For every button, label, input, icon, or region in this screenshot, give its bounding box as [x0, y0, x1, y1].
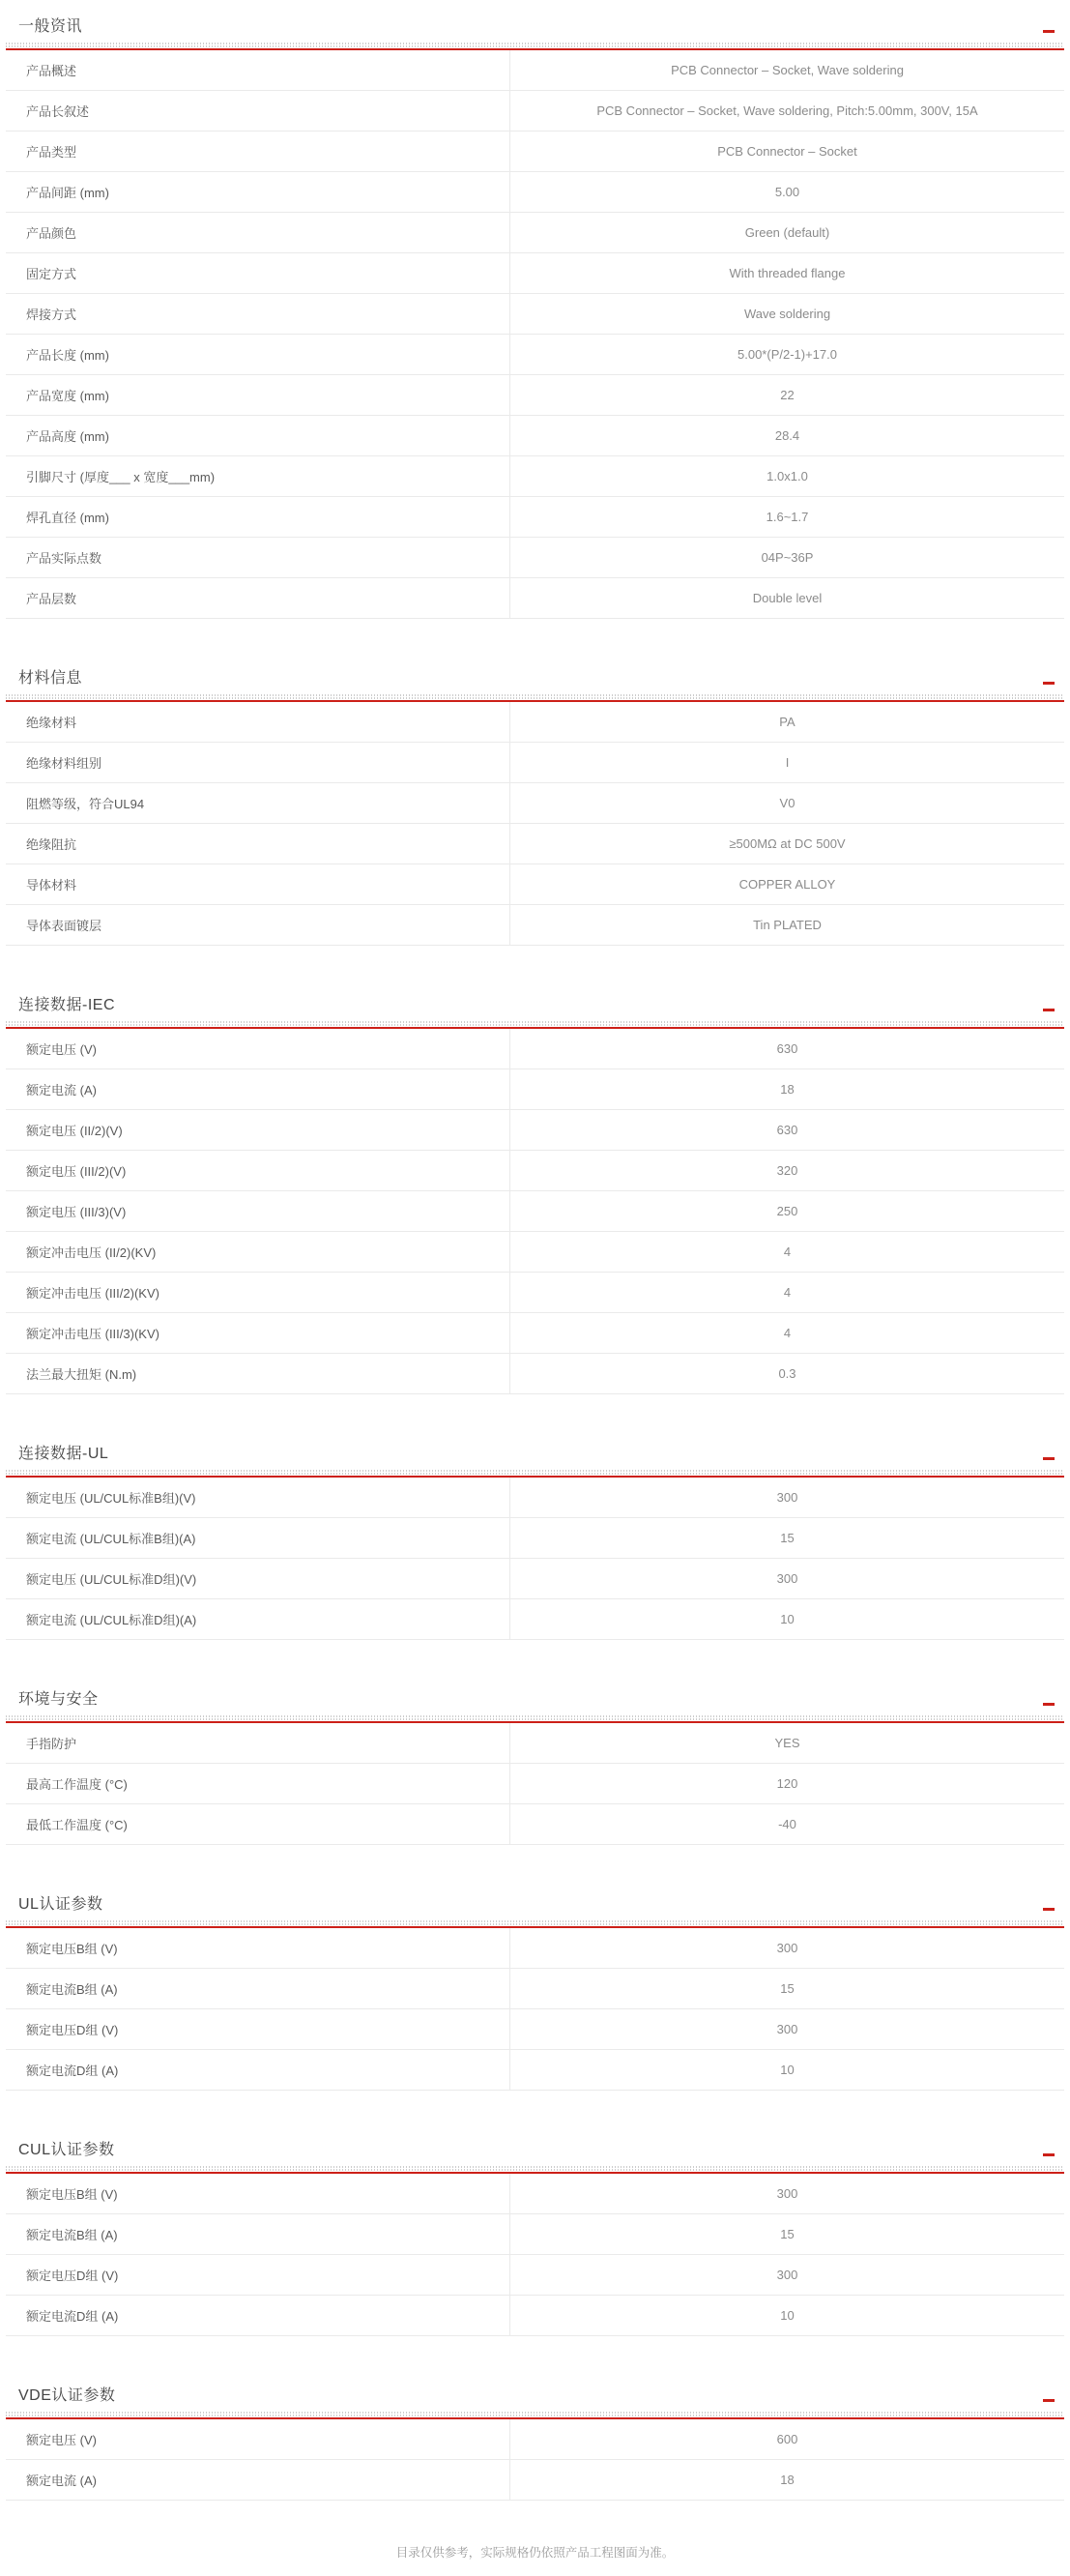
- row-label: 额定电压 (V): [26, 1042, 97, 1057]
- spec-section: [6, 1891, 1064, 2091]
- dotted-separator: [6, 1473, 1064, 1475]
- row-value: COPPER ALLOY: [509, 864, 1064, 904]
- section-header: [6, 2383, 1064, 2412]
- section-title: 环境与安全: [18, 1691, 99, 1708]
- row-label: 额定电流D组 (A): [26, 2064, 119, 2078]
- table-row: [6, 2050, 1064, 2091]
- section-header: [6, 665, 1064, 694]
- section-table: [6, 50, 1064, 619]
- section-title: 一般资讯: [18, 18, 83, 35]
- collapse-icon[interactable]: [1043, 682, 1055, 685]
- row-label: 额定冲击电压 (III/3)(KV): [26, 1327, 159, 1341]
- table-row: [6, 1969, 1064, 2009]
- table-row: [6, 1928, 1064, 1969]
- table-row: [6, 1599, 1064, 1640]
- row-label: 产品层数: [26, 592, 77, 606]
- row-value: 10: [509, 1599, 1064, 1639]
- table-row: [6, 91, 1064, 132]
- collapse-icon[interactable]: [1043, 2153, 1055, 2156]
- spec-section: [6, 2383, 1064, 2501]
- table-row: [6, 1191, 1064, 1232]
- collapse-icon[interactable]: [1043, 1703, 1055, 1706]
- row-label: 导体材料: [26, 878, 77, 893]
- dotted-separator: [6, 694, 1064, 696]
- row-value: 18: [509, 1069, 1064, 1109]
- row-value: PCB Connector – Socket, Wave soldering, Pitch:5.00mm, 300V, 15A: [509, 91, 1064, 131]
- table-row: [6, 905, 1064, 946]
- dotted-separator: [6, 2166, 1064, 2168]
- row-value: 4: [509, 1273, 1064, 1312]
- row-label: 产品间距 (mm): [26, 186, 109, 200]
- section-header: [6, 1686, 1064, 1715]
- row-value: 15: [509, 1969, 1064, 2008]
- row-label: 额定电压 (UL/CUL标准D组)(V): [26, 1572, 197, 1587]
- row-label: 额定电流 (A): [26, 2474, 97, 2488]
- table-row: [6, 2419, 1064, 2460]
- row-value: With threaded flange: [509, 253, 1064, 293]
- row-label: 额定电压D组 (V): [26, 2269, 119, 2283]
- section-header: [6, 992, 1064, 1021]
- row-label: 额定电流B组 (A): [26, 2228, 118, 2242]
- row-value: 1.0x1.0: [509, 456, 1064, 496]
- table-row: [6, 1518, 1064, 1559]
- collapse-icon[interactable]: [1043, 2399, 1055, 2402]
- row-label: 产品类型: [26, 145, 77, 160]
- row-label: 绝缘材料: [26, 716, 77, 730]
- table-row: [6, 50, 1064, 91]
- table-row: [6, 1478, 1064, 1518]
- section-header: [6, 1891, 1064, 1920]
- table-row: [6, 2174, 1064, 2214]
- table-row: [6, 824, 1064, 864]
- table-row: [6, 1151, 1064, 1191]
- section-title: CUL认证参数: [18, 2142, 115, 2158]
- table-row: [6, 578, 1064, 619]
- section-title: 连接数据-UL: [18, 1446, 109, 1462]
- row-label: 产品长叙述: [26, 104, 90, 119]
- row-label: 额定电流 (UL/CUL标准B组)(A): [26, 1532, 196, 1546]
- row-value: I: [509, 743, 1064, 782]
- row-label: 额定冲击电压 (II/2)(KV): [26, 1245, 157, 1260]
- table-row: [6, 1764, 1064, 1804]
- dotted-separator: [6, 1021, 1064, 1023]
- row-value: 4: [509, 1232, 1064, 1272]
- row-label: 绝缘阻抗: [26, 837, 77, 852]
- row-value: 04P~36P: [509, 538, 1064, 577]
- table-row: [6, 2214, 1064, 2255]
- row-label: 焊孔直径 (mm): [26, 511, 109, 525]
- section-header: [6, 2137, 1064, 2166]
- table-row: [6, 294, 1064, 335]
- dotted-separator: [6, 2415, 1064, 2416]
- row-value: 600: [509, 2419, 1064, 2459]
- row-label: 产品高度 (mm): [26, 429, 109, 444]
- row-label: 产品实际点数: [26, 551, 102, 566]
- row-value: -40: [509, 1804, 1064, 1844]
- section-title: UL认证参数: [18, 1896, 103, 1913]
- row-label: 额定电压D组 (V): [26, 2023, 119, 2037]
- row-value: 5.00*(P/2-1)+17.0: [509, 335, 1064, 374]
- row-label: 额定电流D组 (A): [26, 2309, 119, 2324]
- row-value: Double level: [509, 578, 1064, 618]
- section-table: [6, 1928, 1064, 2091]
- dotted-separator: [6, 1923, 1064, 1925]
- row-label: 产品概述: [26, 64, 77, 78]
- row-label: 额定电流 (A): [26, 1083, 97, 1098]
- row-value: YES: [509, 1723, 1064, 1763]
- table-row: [6, 456, 1064, 497]
- row-label: 额定电流 (UL/CUL标准D组)(A): [26, 1613, 197, 1627]
- table-row: [6, 864, 1064, 905]
- row-label: 最低工作温度 (°C): [26, 1818, 128, 1832]
- row-value: 1.6~1.7: [509, 497, 1064, 537]
- row-label: 额定电压 (III/3)(V): [26, 1205, 127, 1219]
- row-value: PCB Connector – Socket, Wave soldering: [509, 50, 1064, 90]
- table-row: [6, 1723, 1064, 1764]
- row-label: 额定冲击电压 (III/2)(KV): [26, 1286, 159, 1301]
- table-row: [6, 2255, 1064, 2296]
- row-value: 10: [509, 2050, 1064, 2090]
- row-label: 固定方式: [26, 267, 77, 281]
- dotted-separator: [6, 45, 1064, 47]
- spec-section: [6, 992, 1064, 1394]
- row-label: 最高工作温度 (°C): [26, 1777, 128, 1792]
- table-row: [6, 1069, 1064, 1110]
- row-value: 28.4: [509, 416, 1064, 455]
- row-value: Wave soldering: [509, 294, 1064, 334]
- row-value: 320: [509, 1151, 1064, 1190]
- spec-section: [6, 1441, 1064, 1640]
- row-value: 18: [509, 2460, 1064, 2500]
- table-row: [6, 2009, 1064, 2050]
- row-label: 绝缘材料组别: [26, 756, 102, 771]
- spec-section: [6, 665, 1064, 946]
- section-title: 连接数据-IEC: [18, 997, 116, 1013]
- table-row: [6, 132, 1064, 172]
- row-value: 4: [509, 1313, 1064, 1353]
- collapse-icon[interactable]: [1043, 1009, 1055, 1011]
- row-value: PA: [509, 702, 1064, 742]
- row-label: 额定电压 (II/2)(V): [26, 1124, 123, 1138]
- section-table: [6, 1029, 1064, 1394]
- row-label: 额定电压B组 (V): [26, 2187, 118, 2202]
- row-value: 22: [509, 375, 1064, 415]
- table-row: [6, 1029, 1064, 1069]
- row-value: 0.3: [509, 1354, 1064, 1393]
- row-label: 额定电压B组 (V): [26, 1942, 118, 1956]
- row-label: 额定电压 (III/2)(V): [26, 1164, 127, 1179]
- row-value: V0: [509, 783, 1064, 823]
- row-label: 导体表面镀层: [26, 919, 102, 933]
- collapse-icon[interactable]: [1043, 1908, 1055, 1911]
- table-row: [6, 783, 1064, 824]
- dotted-separator: [6, 1718, 1064, 1720]
- row-value: 300: [509, 2174, 1064, 2213]
- table-row: [6, 2460, 1064, 2501]
- row-value: Tin PLATED: [509, 905, 1064, 945]
- table-row: [6, 1354, 1064, 1394]
- row-label: 手指防护: [26, 1737, 77, 1751]
- sections: [6, 14, 1064, 2501]
- row-value: 300: [509, 2255, 1064, 2295]
- row-label: 产品颜色: [26, 226, 77, 241]
- row-value: 300: [509, 1478, 1064, 1517]
- row-label: 产品宽度 (mm): [26, 389, 109, 403]
- row-label: 阻燃等级，符合UL94: [26, 797, 145, 811]
- table-row: [6, 1804, 1064, 1845]
- table-row: [6, 1313, 1064, 1354]
- spec-section: [6, 1686, 1064, 1845]
- section-title: VDE认证参数: [18, 2387, 116, 2404]
- table-row: [6, 1232, 1064, 1273]
- section-header: [6, 14, 1064, 43]
- row-value: 300: [509, 2009, 1064, 2049]
- collapse-icon[interactable]: [1043, 30, 1055, 33]
- row-value: 630: [509, 1029, 1064, 1068]
- row-label: 法兰最大扭矩 (N.m): [26, 1367, 137, 1382]
- spec-section: [6, 14, 1064, 619]
- collapse-icon[interactable]: [1043, 1457, 1055, 1460]
- table-row: [6, 702, 1064, 743]
- table-row: [6, 538, 1064, 578]
- table-row: [6, 2296, 1064, 2336]
- dotted-separator: [6, 2169, 1064, 2171]
- row-value: 300: [509, 1559, 1064, 1598]
- row-value: ≥500MΩ at DC 500V: [509, 824, 1064, 864]
- section-table: [6, 702, 1064, 946]
- row-label: 额定电流B组 (A): [26, 1982, 118, 1997]
- footer-note: 目录仅供参考，实际规格仍依照产品工程图面为准。: [395, 2546, 675, 2560]
- row-label: 引脚尺寸 (厚度___ x 宽度___mm): [26, 470, 216, 484]
- section-table: [6, 2174, 1064, 2336]
- row-value: 300: [509, 1928, 1064, 1968]
- dotted-separator: [6, 43, 1064, 44]
- row-value: Green (default): [509, 213, 1064, 252]
- section-table: [6, 1723, 1064, 1845]
- table-row: [6, 1559, 1064, 1599]
- table-row: [6, 1110, 1064, 1151]
- table-row: [6, 213, 1064, 253]
- table-row: [6, 172, 1064, 213]
- row-value: 250: [509, 1191, 1064, 1231]
- table-row: [6, 743, 1064, 783]
- dotted-separator: [6, 1920, 1064, 1922]
- section-header: [6, 1441, 1064, 1470]
- row-value: 120: [509, 1764, 1064, 1803]
- dotted-separator: [6, 1715, 1064, 1717]
- table-row: [6, 497, 1064, 538]
- section-table: [6, 2419, 1064, 2501]
- dotted-separator: [6, 1024, 1064, 1026]
- table-row: [6, 253, 1064, 294]
- dotted-separator: [6, 1470, 1064, 1472]
- row-label: 额定电压 (V): [26, 2433, 97, 2447]
- table-row: [6, 416, 1064, 456]
- table-row: [6, 335, 1064, 375]
- row-label: 产品长度 (mm): [26, 348, 109, 363]
- row-value: 15: [509, 1518, 1064, 1558]
- row-label: 额定电压 (UL/CUL标准B组)(V): [26, 1491, 196, 1506]
- row-value: 10: [509, 2296, 1064, 2335]
- row-value: 5.00: [509, 172, 1064, 212]
- dotted-separator: [6, 2412, 1064, 2414]
- section-table: [6, 1478, 1064, 1640]
- table-row: [6, 1273, 1064, 1313]
- row-value: 630: [509, 1110, 1064, 1150]
- spec-section: [6, 2137, 1064, 2336]
- row-label: 焊接方式: [26, 307, 77, 322]
- row-value: PCB Connector – Socket: [509, 132, 1064, 171]
- table-row: [6, 375, 1064, 416]
- row-value: 15: [509, 2214, 1064, 2254]
- section-title: 材料信息: [18, 670, 83, 687]
- dotted-separator: [6, 697, 1064, 699]
